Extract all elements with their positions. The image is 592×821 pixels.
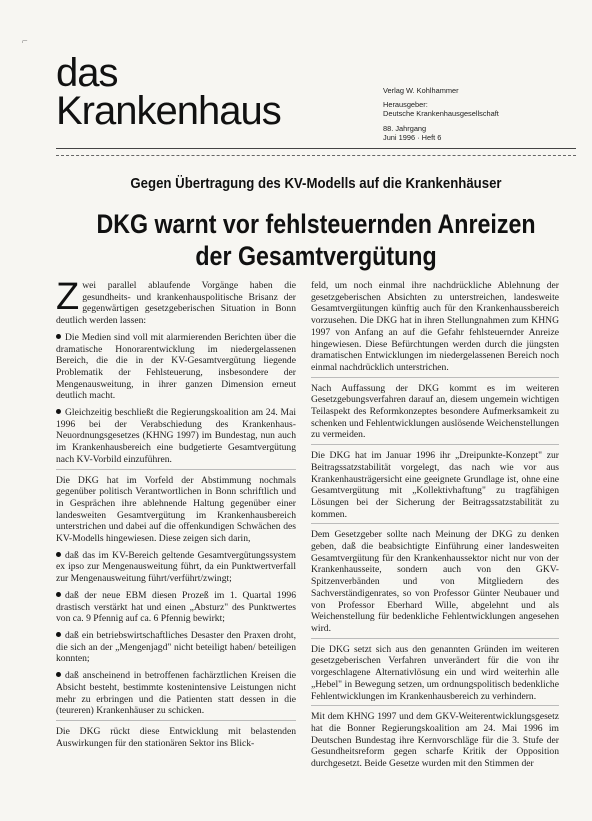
publisher-issue: Juni 1996 · Heft 6 bbox=[383, 132, 442, 142]
masthead-title bbox=[56, 51, 281, 133]
header-dotted-rule bbox=[56, 155, 576, 156]
paragraph-intro: Zwei parallel ablaufende Vorgänge haben die gesundheits- und krankenhauspolitische Brisanz der gegenwärtigen gesetzgeberischen Situation in Bonn deutlich werden lassen: bbox=[56, 276, 296, 327]
bullet-icon bbox=[56, 672, 61, 677]
paragraph: Mit dem KHNG 1997 und dem GKV-Weiterentwicklungsgesetz hat die Bonner Regierungskoalition am 24. Mai 1996 im Deutschen Bundestag ihre Kernvorschläge für die 3. Stufe der Gesundheitsreform gegen scharfe Kritik der Opposition durchgesetzt. Beide Gesetze wurden mit den Stimmen der bbox=[311, 711, 559, 770]
bullet-paragraph: daß der neue EBM diesen Prozeß im 1. Quartal 1996 drastisch verstärkt hat und einen „Absturz" des Punktwertes von ca. 9 Pfennig auf ca. 6 Pfennig bewirkt; bbox=[56, 589, 296, 625]
bullet-icon bbox=[56, 334, 61, 339]
publisher-herausgeber-label: Herausgeber: bbox=[383, 100, 428, 110]
scan-mark: ⌐ bbox=[22, 36, 28, 47]
publisher-info bbox=[383, 86, 573, 142]
bullet-paragraph: Gleichzeitig beschließt die Regierungskoalition am 24. Mai 1996 bei der Verabschiedung des Krankenhaus-Neuordnungsgesetzes (KHNG 1997) im Bundestag, nun auch im Krankenhausbereich eine budgetierte Gesamtvergütung nach KV-Vorbild einzuführen. bbox=[56, 407, 296, 470]
bullet-paragraph: daß ein betriebswirtschaftliches Desaster den Praxen droht, die sich an der „Mengenjagd" nicht beteiligt haben/ beteiligen konnten; bbox=[56, 629, 296, 665]
article-column-left bbox=[56, 276, 296, 754]
bullet-icon bbox=[56, 632, 61, 637]
publisher-jahrgang: 88. Jahrgang bbox=[383, 123, 427, 133]
paragraph: Die DKG rückt diese Entwicklung mit belastenden Auswirkungen für den stationären Sektor ins Blick- bbox=[56, 725, 296, 749]
article-column-right bbox=[311, 280, 559, 775]
bullet-icon bbox=[56, 592, 61, 597]
publisher-herausgeber: Deutsche Krankenhausgesellschaft bbox=[383, 109, 499, 119]
bullet-paragraph: daß das im KV-Bereich geltende Gesamtvergütungssystem ex ipso zur Mengenausweitung führt, da ein Punktwertverfall zur Mengenausweitung führt/verführt/zwingt; bbox=[56, 549, 296, 585]
bullet-icon bbox=[56, 552, 61, 557]
article-kicker: Gegen Übertragung des KV-Modells auf die Krankenhäuser bbox=[130, 175, 502, 192]
paragraph: Die DKG hat im Vorfeld der Abstimmung nochmals gegenüber politisch Verantwortlichen in Bonn schriftlich und in Gesprächen ihre ablehnende Haltung gegenüber einer landesweiten Gesamtvergütung im Krankenhausbereich unterstrichen und dabei auf die offenkundigen Schwächen des KV-Modells hingewiesen. Diese zeigen sich darin, bbox=[56, 474, 296, 545]
paragraph: Die DKG setzt sich aus den genannten Gründen im weiteren gesetzgeberischen Verfahren unverändert für die von ihr vorgeschlagene Alternativlösung ein und wird weiterhin alle „Hebel" in Bewegung setzen, um ordnungspolitisch bedenkliche Fehlentwicklungen im Krankenhausbereich zu verhindern. bbox=[311, 644, 559, 707]
article-headline: DKG warnt vor fehlsteuernden Anreizen der Gesamtvergütung bbox=[96, 209, 536, 271]
header-rule bbox=[56, 148, 576, 149]
masthead-title-line2: Krankenhaus bbox=[56, 89, 281, 133]
paragraph: Nach Auffassung der DKG kommt es im weiteren Gesetzgebungsverfahren darauf an, diesem ungemein wichtigen Teilaspekt des Reformkonzeptes besondere Aufmerksamkeit zu schenken und Fehlentwicklungen auslösende Weichenstellungen zu vermeiden. bbox=[311, 383, 559, 446]
masthead-title-line1: das bbox=[56, 51, 118, 95]
paragraph: feld, um noch einmal ihre nachdrückliche Ablehnung der gesetzgeberischen Absichten zu unterstreichen, landesweite Gesamtvergütungen künftig auch für den Krankenhaussbereich vorzusehen. Die DKG hat in ihren Stellungnahmen zum KHNG 1997 von Anfang an auf die Gefahr fehlsteuernder Anreize hingewiesen. Diese Befürchtungen werden durch die jüngsten dramatischen Entwicklungen im niedergelassenen Bereich noch einmal nachdrücklich unterstrichen. bbox=[311, 280, 559, 378]
bullet-paragraph: daß anscheinend in betroffenen fachärztlichen Kreisen die Absicht besteht, bestimmte kostenintensive Leistungen nicht mehr zu erbringen und die Patienten statt dessen in die (teureren) Krankenhäuser zu schicken. bbox=[56, 670, 296, 721]
bullet-paragraph: Die Medien sind voll mit alarmierenden Berichten über die dramatische Honorarentwicklung im niedergelassenen Bereich, die die in der KV-Gesamtvergütung liegende Problematik der Fehlsteuerung, insbesondere der Mengenausweitung, in ihrer ganzen Dimension erneut deutlich macht. bbox=[56, 331, 296, 402]
bullet-icon bbox=[56, 409, 61, 414]
publisher-verlag: Verlag W. Kohlhammer bbox=[383, 86, 459, 95]
paragraph: Dem Gesetzgeber sollte nach Meinung der DKG zu denken geben, daß die beabsichtigte Einführung einer landesweiten Gesamtvergütung für den Krankenhaussektor nicht nur von der Krankenhausseite, sondern auch von den GKV-Spitzenverbänden und von Mitgliedern des Sachverständigenrates, so von Professor Günter Neubauer und von Professor Eberhard Wille, abgelehnt und als Weichenstellung für bedenkliche Fehlentwicklungen angesehen wird. bbox=[311, 529, 559, 638]
drop-cap: Z bbox=[56, 276, 80, 318]
paragraph: Die DKG hat im Januar 1996 ihr „Dreipunkte-Konzept" zur Beitragssatzstabilität vorgelegt, das nach wie vor aus Krankenhausträgersicht eine geeignete Grundlage ist, ohne eine Gesamtvergütung mit „Kollektivhaftung" zu tragfähigen Lösungen bei der Sicherung der Beitragssatzstabilität zu kommen. bbox=[311, 450, 559, 524]
